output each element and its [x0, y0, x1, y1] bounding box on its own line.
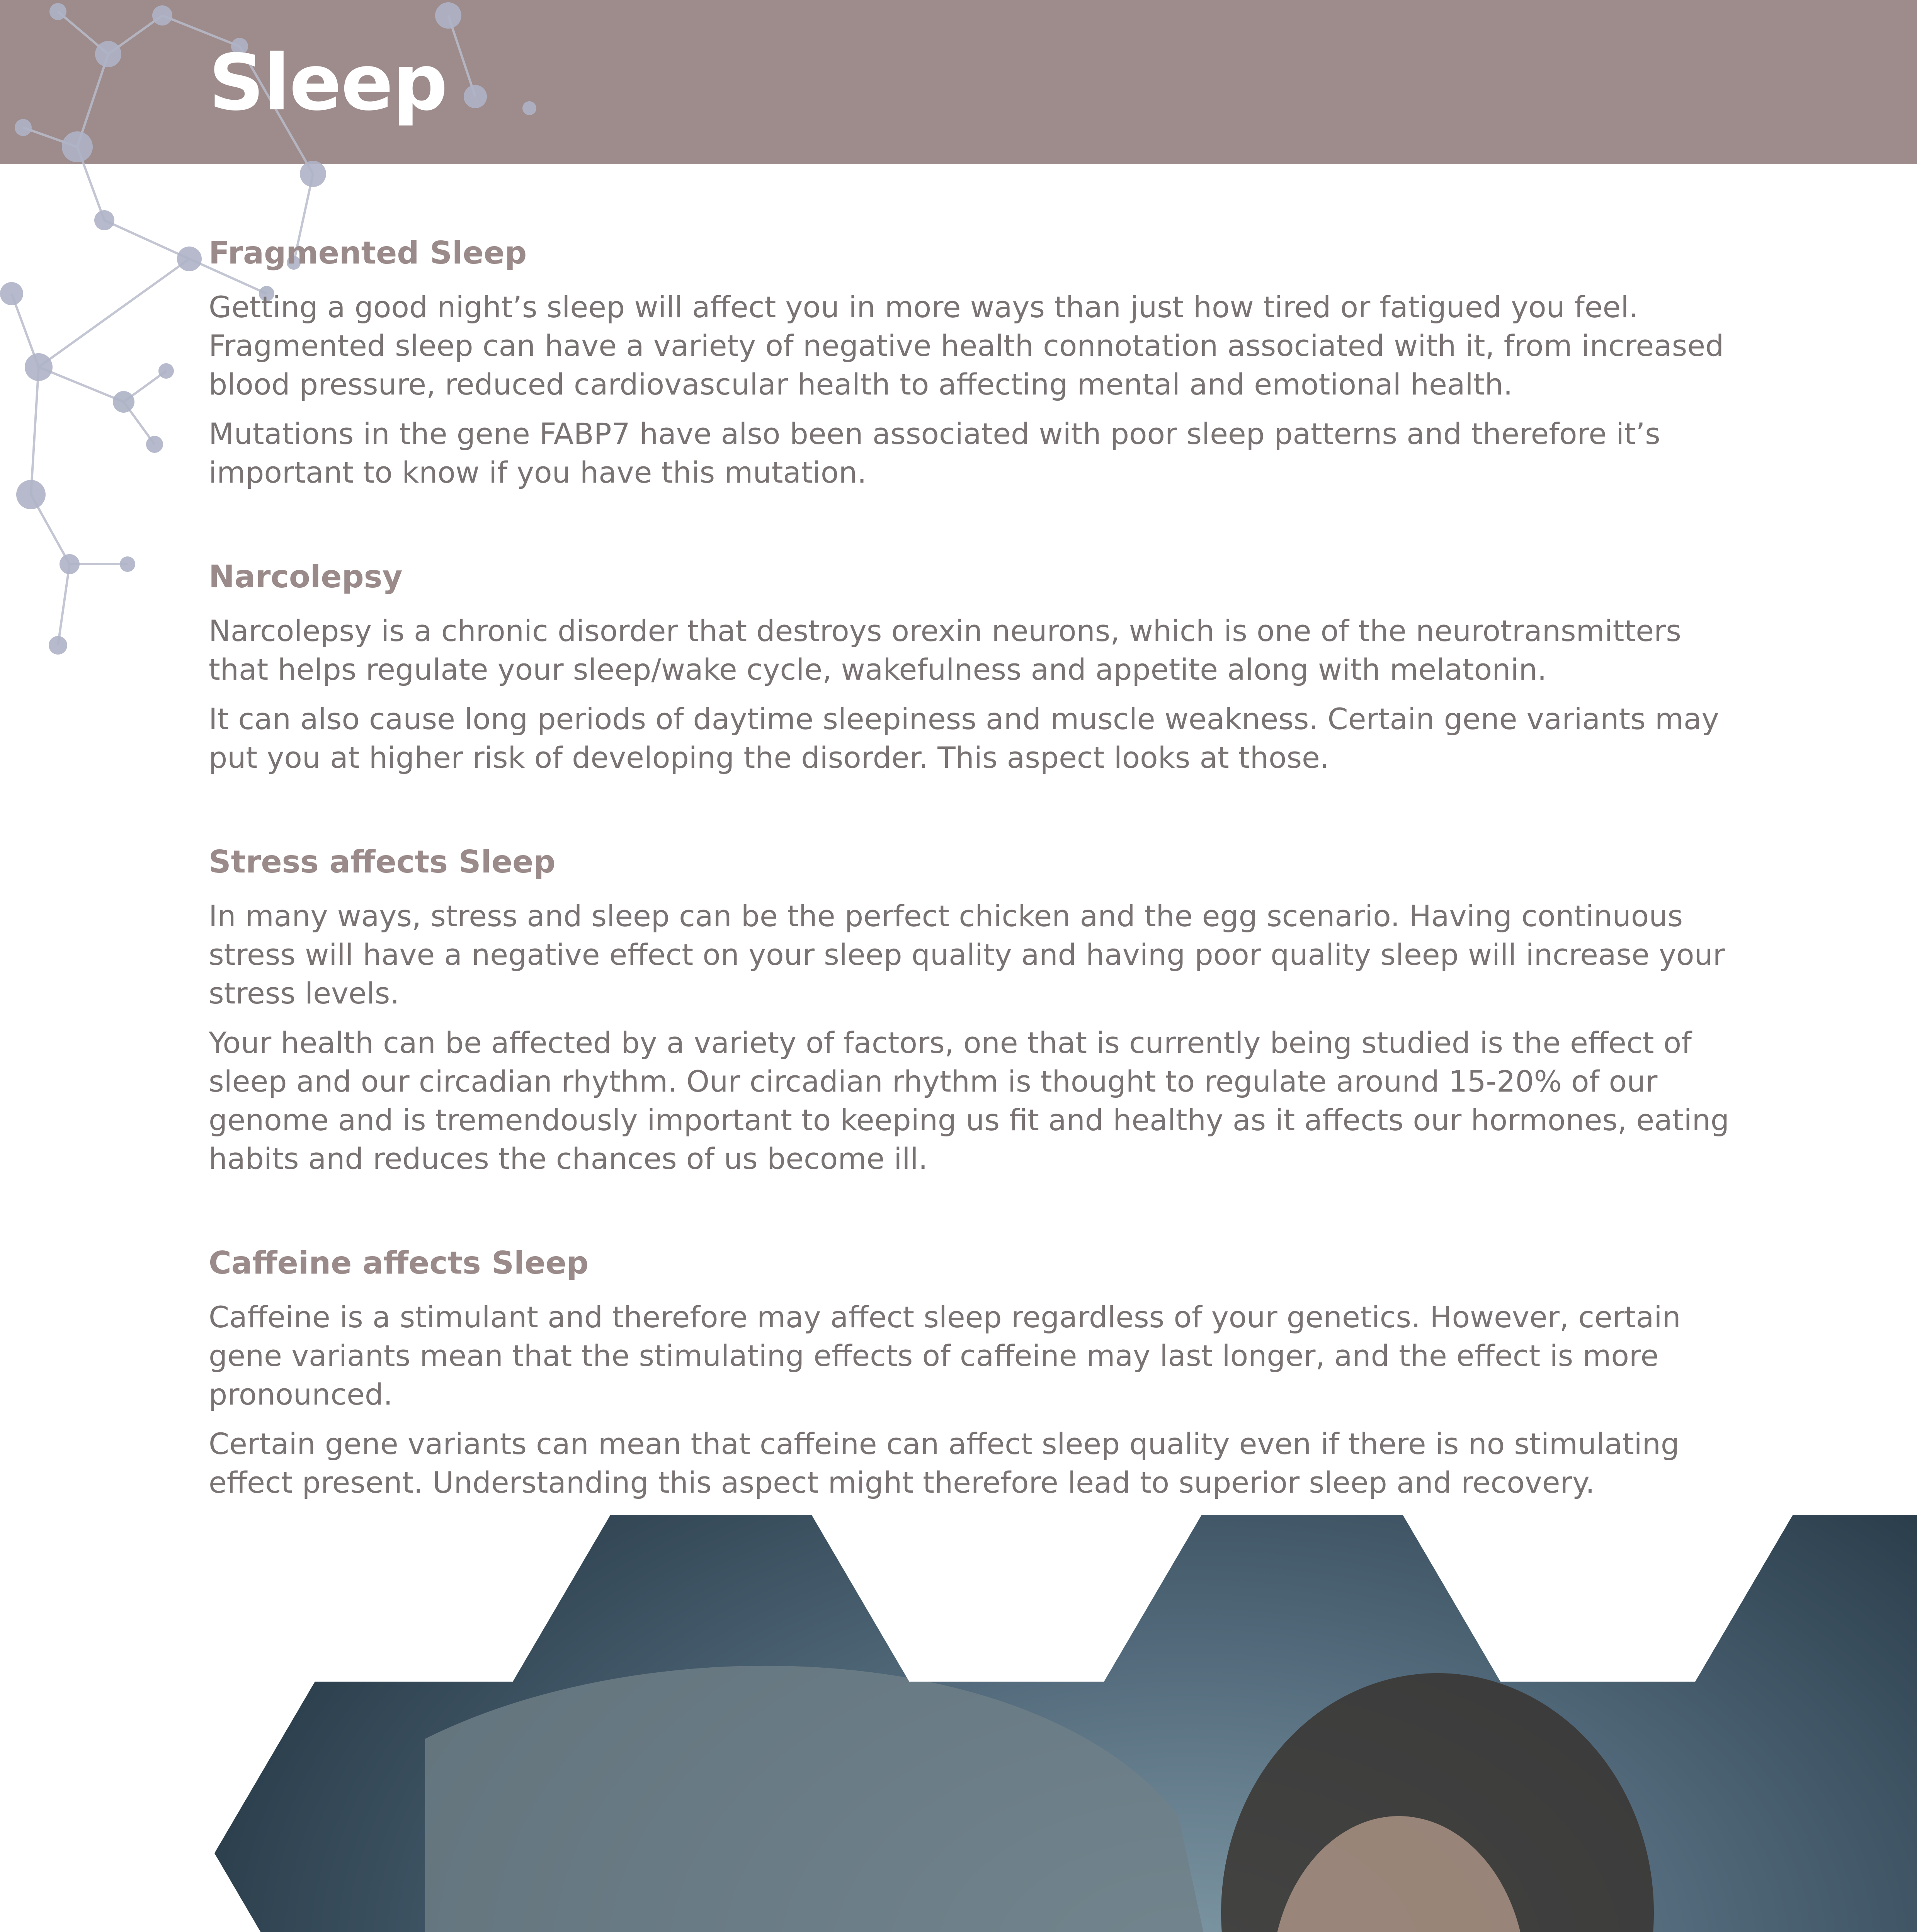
section-paragraph: In many ways, stress and sleep can be the perfect chicken and the egg scenario. Having continuous stress will have a negative effect on your sleep quality and having poor quality sleep will increase your stress levels.: [209, 899, 1725, 1010]
section-paragraph: Caffeine is a stimulant and therefore may affect sleep regardless of your genetics. However, certain gene variants mean that the stimulating effects of caffeine may last longer, and the effect is more pronounced.: [209, 1300, 1681, 1412]
section-narcolepsy: [209, 558, 1739, 777]
section-paragraph: Your health can be affected by a variety of factors, one that is currently being studied is the effect of sleep and our circadian rhythm. Our circadian rhythm is thought to regulate around 15-20% of our genome and is tremendously important to keeping us fit and healthy as it affects our hormones, eating habits and reduces the chances of us become ill.: [209, 1026, 1730, 1176]
section-paragraph: Narcolepsy is a chronic disorder that destroys orexin neurons, which is one of the neurotransmitters that helps regulate your sleep/wake cycle, wakefulness and appetite along with melatonin.: [209, 614, 1681, 687]
section-fragmented-sleep: [209, 234, 1739, 492]
section-heading: Caffeine affects Sleep: [209, 1245, 589, 1281]
section-caffeine-affects-sleep: [209, 1244, 1739, 1502]
section-heading: Fragmented Sleep: [209, 235, 527, 271]
section-stress-affects-sleep: [209, 843, 1739, 1178]
section-paragraph: Certain gene variants can mean that caffeine can affect sleep quality even if there is no stimulating effect present. Understanding this aspect might therefore lead to superior sleep and recovery.: [209, 1427, 1680, 1500]
section-heading: Stress affects Sleep: [209, 844, 556, 880]
section-paragraph: It can also cause long periods of daytime sleepiness and muscle weakness. Certain gene variants may put you at higher risk of developing the disorder. This aspect looks at those.: [209, 702, 1719, 775]
page-title: Sleep: [209, 38, 447, 128]
hexagon-photo-collage: [0, 1499, 1917, 1932]
section-paragraph: Mutations in the gene FABP7 have also been associated with poor sleep patterns and therefore it’s important to know if you have this mutation.: [209, 417, 1660, 490]
content-column: [209, 234, 1739, 1568]
section-heading: Narcolepsy: [209, 559, 403, 595]
section-paragraph: Getting a good night’s sleep will affect you in more ways than just how tired or fatigued you feel. Fragmented sleep can have a variety of negative health connotation associated with it, from increased blood pressure, reduced cardiovascular health to affecting mental and emotional health.: [209, 290, 1724, 401]
